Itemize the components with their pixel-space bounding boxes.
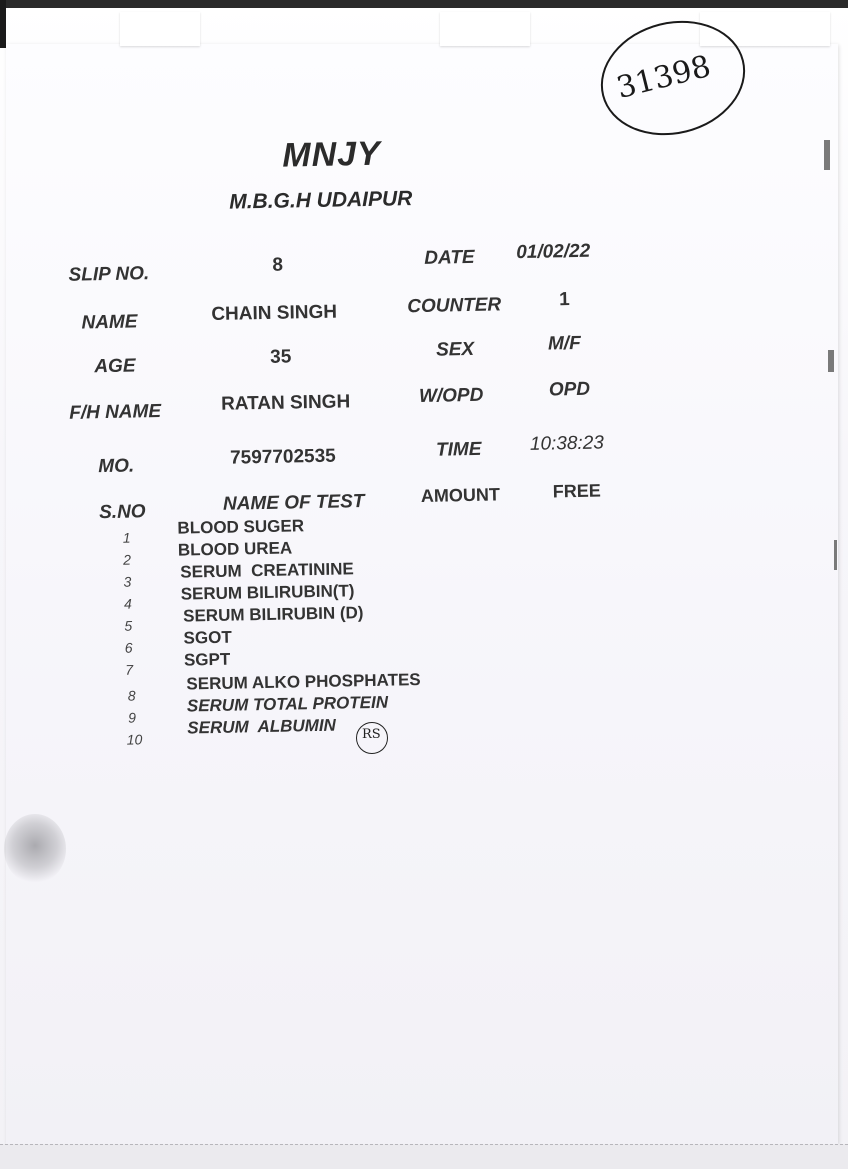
test-name: BLOOD SUGER [177, 516, 305, 538]
age-label: AGE [94, 355, 136, 378]
test-name: SERUM BILIRUBIN(T) [180, 581, 355, 604]
test-name: SERUM CREATININE [180, 559, 354, 582]
slip-no-value: 8 [272, 254, 284, 276]
amount-value: FREE [552, 480, 602, 502]
name-value: CHAIN SINGH [211, 301, 338, 325]
test-sno: 5 [124, 617, 133, 634]
test-name: SERUM ALBUMIN [187, 715, 337, 738]
counter-value: 1 [558, 289, 570, 311]
age-value: 35 [269, 346, 292, 368]
test-name: SGPT [183, 649, 231, 670]
handwritten-initials: RS [362, 727, 381, 742]
test-sno: 7 [125, 661, 134, 678]
test-sno: 4 [123, 595, 132, 612]
fh-name-label: F/H NAME [69, 400, 162, 424]
fh-name-value: RATAN SINGH [220, 391, 351, 415]
test-name: SERUM BILIRUBIN (D) [182, 603, 364, 626]
test-sno: 1 [122, 529, 131, 546]
test-name: BLOOD UREA [177, 538, 293, 560]
test-name-header: NAME OF TEST [222, 491, 365, 515]
wopd-value: OPD [548, 378, 591, 401]
test-name: SGOT [183, 627, 232, 648]
sex-value: M/F [547, 332, 581, 355]
handwritten-number: 31398 [613, 48, 715, 107]
test-sno: 8 [127, 687, 136, 704]
sex-label: SEX [435, 338, 475, 361]
mobile-value: 7597702535 [229, 445, 336, 469]
hospital-name: M.B.G.H UDAIPUR [228, 187, 413, 214]
test-name: SERUM TOTAL PROTEIN [186, 692, 389, 716]
test-sno: 3 [123, 573, 132, 590]
date-value: 01/02/22 [516, 240, 591, 264]
test-sno: 10 [126, 731, 143, 748]
date-label: DATE [424, 246, 475, 269]
scheme-title: MNJY [281, 134, 382, 175]
test-sno: 6 [124, 639, 133, 656]
sno-header: S.NO [98, 501, 146, 524]
amount-header: AMOUNT [420, 484, 501, 506]
time-label: TIME [435, 438, 482, 461]
wopd-label: W/OPD [418, 384, 484, 408]
test-sno: 2 [122, 551, 132, 568]
slip-no-label: SLIP NO. [68, 263, 150, 286]
time-value: 10:38:23 [529, 432, 605, 455]
test-name: SERUM ALKO PHOSPHATES [186, 670, 421, 694]
name-label: NAME [81, 311, 138, 334]
test-sno: 9 [128, 709, 137, 726]
mobile-label: MO. [98, 455, 135, 478]
counter-label: COUNTER [407, 294, 502, 318]
